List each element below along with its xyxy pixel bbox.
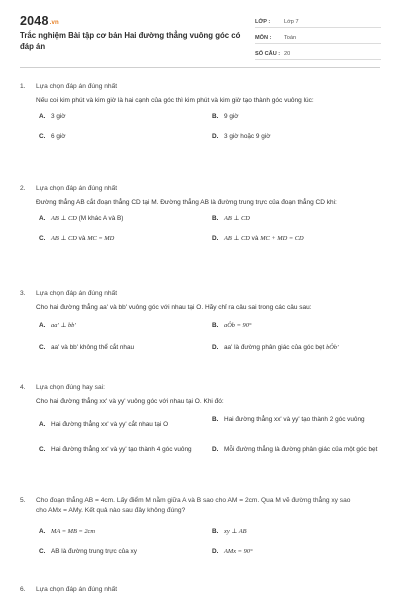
option-text: 6 giờ: [51, 132, 66, 140]
question-6: [20, 583, 380, 595]
option-a[interactable]: [39, 214, 123, 223]
option-math: aa' ⊥ bb': [51, 321, 76, 329]
question-number: 4.: [20, 383, 26, 391]
option-label: A.: [39, 528, 46, 536]
option-d[interactable]: [212, 445, 380, 454]
meta-subject-key: MÔN :: [255, 34, 272, 41]
meta-count-row: [255, 48, 381, 60]
option-math: aÔb = 90°: [224, 321, 252, 329]
question-text: Cho hai đường thẳng xx' và yy' vuông góc với nhau tại O. Khi đó:: [36, 398, 224, 405]
option-text: Hai đường thẳng xx' và yy' cắt nhau tại O: [51, 420, 169, 428]
option-label: C.: [39, 445, 46, 453]
question-3: [20, 287, 380, 365]
logo-suffix: .vn: [49, 20, 59, 26]
option-label: B.: [212, 214, 219, 222]
answer-options: [36, 527, 380, 567]
question-header: [20, 381, 380, 393]
option-math: AB ⊥ CD: [51, 214, 77, 222]
option-label: D.: [212, 343, 219, 351]
option-label: B.: [212, 321, 219, 329]
page-title: Trắc nghiệm Bài tập cơ bản Hai đường thẳng vuông góc có đáp án: [20, 31, 241, 51]
option-text: và: [76, 234, 88, 242]
option-d[interactable]: [212, 343, 338, 352]
meta-subject-value: Toán: [284, 34, 297, 41]
option-math: AMx = 90°: [224, 548, 253, 556]
option-c[interactable]: [39, 547, 137, 556]
answer-options: [36, 415, 380, 477]
option-label: C.: [39, 234, 46, 242]
question-number: 5.: [20, 497, 26, 504]
question-header: [20, 583, 380, 595]
question-header: [20, 182, 380, 194]
site-logo[interactable]: [20, 14, 59, 28]
option-c[interactable]: [39, 234, 114, 243]
question-prompt: Lựa chọn đáp án đúng nhất: [36, 82, 118, 90]
meta-count-value: 20: [284, 50, 291, 57]
option-d[interactable]: [212, 234, 304, 243]
option-label: B.: [212, 112, 219, 120]
option-label: A.: [39, 214, 46, 222]
option-a[interactable]: [39, 321, 76, 330]
option-b[interactable]: [212, 214, 250, 223]
option-label: C.: [39, 132, 46, 140]
option-math: AB ⊥ CD: [51, 234, 77, 242]
question-text: Nếu coi kim phút và kim giờ là hai cạnh của góc thì kim phút và kim giờ tạo thành góc vuông lúc:: [36, 97, 314, 104]
header-divider: [20, 67, 380, 68]
option-text: 3 giờ hoặc 9 giờ: [224, 132, 271, 140]
option-c[interactable]: [39, 445, 204, 454]
option-text: AB là đường trung trực của xy: [51, 548, 137, 556]
option-label: A.: [39, 321, 46, 329]
question-number: 2.: [20, 184, 26, 192]
option-math: MC = MD: [87, 234, 115, 242]
question-header: [20, 80, 380, 92]
question-number: 1.: [20, 82, 26, 90]
option-math: xy ⊥ AB: [224, 528, 247, 536]
option-b[interactable]: [212, 321, 251, 330]
question-prompt: Lựa chọn đáp án đúng nhất: [36, 585, 118, 593]
option-a[interactable]: [39, 420, 204, 429]
option-label: B.: [212, 415, 219, 423]
answer-options: [36, 321, 380, 365]
question-header: [20, 287, 380, 299]
question-text: Cho hai đường thẳng aa' và bb' vuông góc với nhau tại O. Hãy chỉ ra câu sai trong các câu sau:: [36, 304, 312, 311]
document-header: [0, 0, 400, 66]
meta-info: [255, 16, 381, 64]
question-5: [20, 496, 380, 567]
option-text: Hai đường thẳng xx' và yy' tạo thành 2 góc vuông: [224, 415, 365, 423]
answer-options: [36, 214, 380, 254]
question-2: [20, 182, 380, 254]
option-label: C.: [39, 343, 46, 351]
question-number: 6.: [20, 585, 26, 593]
question-text: Đường thẳng AB cắt đoạn thẳng CD tại M. Đường thẳng AB là đường trung trực của đoạn thẳng CD khi:: [36, 199, 337, 206]
option-math: AB ⊥ CD: [224, 214, 250, 222]
option-text: aa' và bb' không thể cắt nhau: [51, 343, 135, 351]
option-b[interactable]: [212, 415, 380, 424]
option-b[interactable]: [212, 527, 247, 536]
option-d[interactable]: [212, 547, 253, 556]
meta-subject-row: [255, 32, 381, 44]
option-math: MC + MD = CD: [260, 234, 304, 242]
option-text: 3 giờ: [51, 112, 66, 120]
logo-text: 2048: [20, 14, 49, 28]
option-math: AB ⊥ CD: [224, 234, 250, 242]
option-text: và: [249, 234, 261, 242]
option-text: Mỗi đường thẳng là đường phân giác của một góc bẹt: [224, 445, 378, 453]
meta-count-key: SỐ CÂU :: [255, 50, 281, 57]
option-text: (M khác A và B): [76, 214, 124, 222]
option-label: D.: [212, 234, 219, 242]
option-label: A.: [39, 420, 46, 428]
question-1: [20, 80, 380, 152]
option-label: D.: [212, 132, 219, 140]
option-label: A.: [39, 112, 46, 120]
question-prompt: Cho đoạn thẳng AB = 4cm. Lấy điểm M nằm giữa A và B sao cho AM = 2cm. Qua M vẽ đường thẳng xy sao cho AMx = AMy. Kết quả nào sau đây không đúng?: [36, 497, 351, 514]
meta-class-value: Lớp 7: [284, 18, 299, 25]
option-text: aa' là đường phân giác của góc bẹt: [224, 343, 327, 351]
question-prompt: Lựa chọn đáp án đúng nhất: [36, 184, 118, 192]
option-d[interactable]: [212, 132, 270, 141]
option-label: B.: [212, 528, 219, 536]
question-prompt: Lựa chọn đáp án đúng nhất: [36, 289, 118, 297]
option-c[interactable]: [39, 343, 134, 352]
option-math: bÔb': [326, 343, 339, 351]
option-a[interactable]: [39, 112, 66, 121]
question-number: 3.: [20, 289, 26, 297]
answer-options: [36, 112, 380, 152]
question-4: [20, 381, 380, 477]
option-text: 9 giờ: [224, 112, 239, 120]
option-math: MA = MB = 2cm: [51, 528, 96, 536]
option-c[interactable]: [39, 132, 66, 141]
option-a[interactable]: [39, 527, 95, 536]
option-text: Hai đường thẳng xx' và yy' tạo thành 4 góc vuông: [51, 445, 192, 453]
meta-class-key: LỚP :: [255, 18, 271, 25]
option-label: C.: [39, 548, 46, 556]
meta-class-row: [255, 16, 381, 28]
question-header: [20, 496, 360, 515]
question-prompt: Lựa chọn đúng hay sai:: [36, 383, 105, 391]
option-b[interactable]: [212, 112, 239, 121]
option-label: D.: [212, 548, 219, 556]
option-label: D.: [212, 445, 219, 453]
